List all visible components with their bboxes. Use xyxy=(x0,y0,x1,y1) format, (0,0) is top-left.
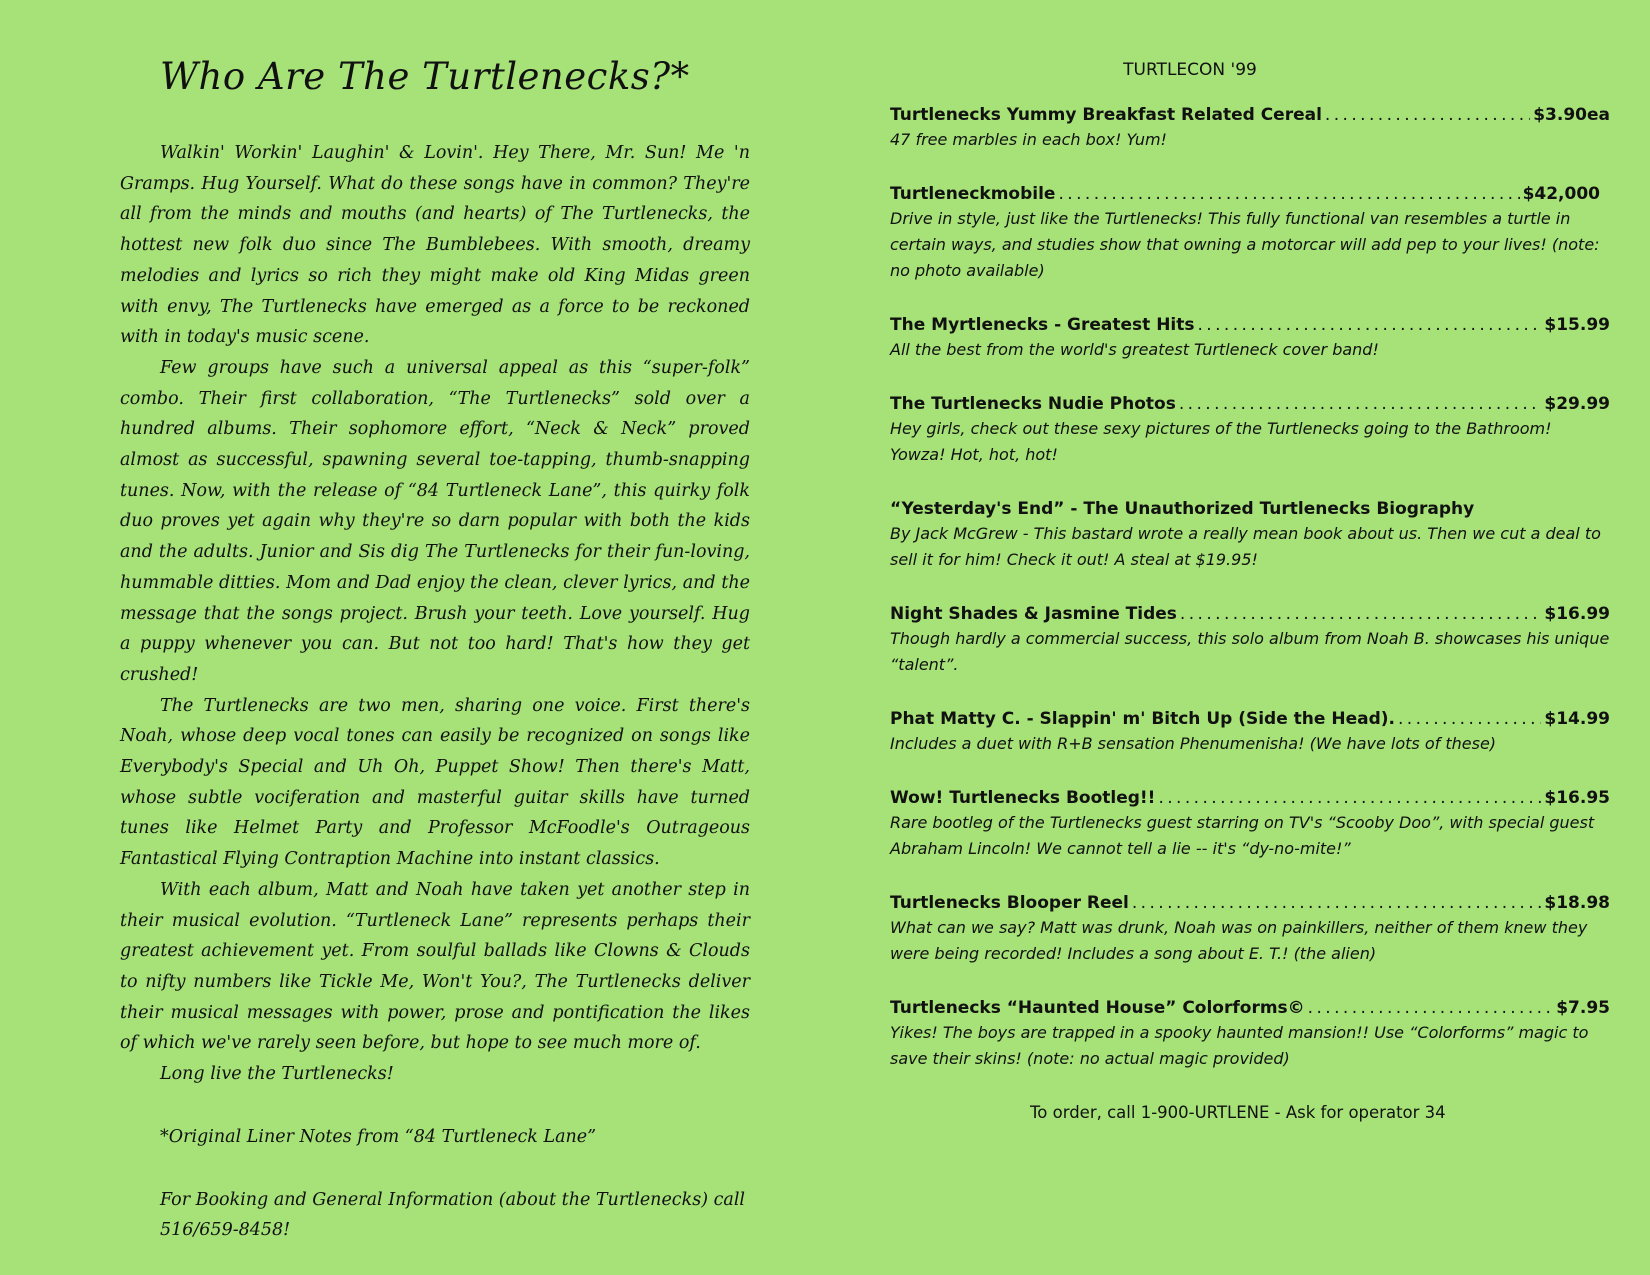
merch-item-price: $14.99 xyxy=(1544,709,1610,729)
merch-item-line xyxy=(890,105,1610,125)
liner-paragraph-3: The Turtlenecks are two men, sharing one voice. First there's Noah, whose deep vocal tones can easily be recognized on songs like Everybody's Special and Uh Oh, Puppet Show! Then there's Matt, whose subtle vociferation and masterful guitar skills have turned tunes like Helmet Party and Professor McFoodle's Outrageous Fantastical Flying Contraption Machine into instant classics. xyxy=(120,695,750,870)
merch-item-name: Turtlenecks Yummy Breakfast Related Cereal xyxy=(890,105,1322,125)
merch-item-desc: Yikes! The boys are trapped in a spooky haunted mansion!! Use “Colorforms” magic to save their skins! (note: no actual magic provided) xyxy=(890,1023,1589,1068)
merch-item-price: $16.95 xyxy=(1544,788,1610,808)
merch-item-name: The Turtlenecks Nudie Photos xyxy=(890,394,1176,414)
merch-item-line xyxy=(890,184,1600,204)
merch-item-name: Turtleneckmobile xyxy=(890,184,1056,204)
dot-leader xyxy=(1398,709,1541,729)
dot-leader xyxy=(1198,315,1542,335)
dot-leader xyxy=(1132,893,1542,913)
liner-paragraph-2: Few groups have such a universal appeal as this “super-folk” combo. Their first collaboration, “The Turtlenecks” sold over a hundred albums. Their sophomore effort, “Neck & Neck” proved almost as successful, spawning several toe-tapping, thumb-snapping tunes. Now, with the release of “84 Turtleneck Lane”, this quirky folk duo proves yet again why they're so darn popular with both the kids and the adults. Junior and Sis dig The Turtlenecks for their fun-loving, hummable ditties. Mom and Dad enjoy the clean, clever lyrics, and the message that the songs project. Brush your teeth. Love yourself. Hug a puppy whenever you can. But not too hard! That's how they get crushed! xyxy=(120,357,750,685)
merch-item xyxy=(890,709,1610,757)
merch-item-desc: Drive in style, just like the Turtlenecks! This fully functional van resembles a turtle in certain ways, and studies show that owning a motorcar will add pep to your lives! (note: no photo available) xyxy=(890,209,1600,280)
merch-item-name: Phat Matty C. - Slappin' m' Bitch Up (Side the Head). xyxy=(890,709,1395,729)
merch-item xyxy=(890,315,1610,363)
merch-item-desc: Includes a duet with R+B sensation Phenumenisha! (We have lots of these) xyxy=(890,734,1497,753)
merch-item-desc: Hey girls, check out these sexy pictures of the Turtlenecks going to the Bathroom! Yowza! Hot, hot, hot! xyxy=(890,419,1552,464)
merch-item-desc: 47 free marbles in each box! Yum! xyxy=(890,130,1167,149)
merch-item-name: Turtlenecks Blooper Reel xyxy=(890,893,1129,913)
liner-paragraph-4: With each album, Matt and Noah have taken yet another step in their musical evolution. “Turtleneck Lane” represents perhaps their greatest achievement yet. From soulful ballads like Clowns & Clouds to nifty numbers like Tickle Me, Won't You?, The Turtlenecks deliver their musical messages with power, prose and pontification the likes of which we've rarely seen before, but hope to see much more of. xyxy=(120,879,750,1054)
merch-item-line xyxy=(890,709,1610,729)
merch-header: TURTLECON '99 xyxy=(1123,60,1257,80)
merch-item xyxy=(890,893,1610,967)
merch-item xyxy=(890,499,1610,573)
merch-item-line xyxy=(890,499,1610,519)
merch-item-line xyxy=(890,394,1610,414)
long-live-line: Long live the Turtlenecks! xyxy=(160,1064,394,1085)
merch-item xyxy=(890,998,1610,1072)
merch-item xyxy=(890,105,1610,153)
dot-leader xyxy=(1308,998,1554,1018)
merch-item-desc: Rare bootleg of the Turtlenecks guest starring on TV's “Scooby Doo”, with special guest Abraham Lincoln! We cannot tell a lie -- it's “dy-no-mite!” xyxy=(890,813,1595,858)
merch-item xyxy=(890,604,1610,678)
merch-item-desc: By Jack McGrew - This bastard wrote a really mean book about us. Then we cut a deal to sell it for him! Check it out! A steal at $19.95! xyxy=(890,524,1601,569)
booking-info: For Booking and General Information (about the Turtlenecks) call 516/659-8458! xyxy=(160,1189,746,1241)
dot-leader xyxy=(1325,105,1530,125)
liner-paragraph-1: Walkin' Workin' Laughin' & Lovin'. Hey There, Mr. Sun! Me 'n Gramps. Hug Yourself. What do these songs have in common? They're all from the minds and mouths (and hearts) of The Turtlenecks, the hottest new folk duo since The Bumblebees. With smooth, dreamy melodies and lyrics so rich they might make old King Midas green with envy, The Turtlenecks have emerged as a force to be reckoned with in today's music scene. xyxy=(120,143,750,348)
merch-item xyxy=(890,394,1610,468)
liner-notes-title: Who Are The Turtlenecks?* xyxy=(160,55,690,98)
merch-item-line xyxy=(890,604,1610,624)
merch-item-desc: What can we say? Matt was drunk, Noah was on painkillers, neither of them knew they were being recorded! Includes a song about E. T.! (the alien) xyxy=(890,918,1588,963)
dot-leader xyxy=(1058,184,1519,204)
merch-item-price: $3.90ea xyxy=(1533,105,1610,125)
dot-leader xyxy=(1180,604,1541,624)
merch-item-name: Wow! Turtlenecks Bootleg!! xyxy=(890,788,1156,808)
merch-item-desc: Though hardly a commercial success, this solo album from Noah B. showcases his unique “talent”. xyxy=(890,629,1610,674)
merch-item-price: $42,000 xyxy=(1522,184,1600,204)
merch-item-line xyxy=(890,893,1610,913)
merch-item-price: $29.99 xyxy=(1544,394,1610,414)
footnote: *Original Liner Notes from “84 Turtleneck Lane” xyxy=(160,1126,597,1147)
merch-item-name: Turtlenecks “Haunted House” Colorforms© xyxy=(890,998,1305,1018)
merch-column xyxy=(890,60,1610,1122)
merch-item-desc: All the best from the world's greatest Turtleneck cover band! xyxy=(890,340,1379,359)
merch-item-price: $16.99 xyxy=(1544,604,1610,624)
merch-item-price: $15.99 xyxy=(1544,315,1610,335)
dot-leader xyxy=(1158,788,1541,808)
order-info: To order, call 1-900-URTLENE - Ask for operator 34 xyxy=(1030,1103,1446,1122)
dot-leader xyxy=(1179,394,1542,414)
merch-item-line xyxy=(890,998,1610,1018)
merch-item xyxy=(890,788,1610,862)
merch-item-name: Night Shades & Jasmine Tides xyxy=(890,604,1177,624)
merch-item-name: The Myrtlenecks - Greatest Hits xyxy=(890,315,1195,335)
merch-item-name: “Yesterday's End” - The Unauthorized Turtlenecks Biography xyxy=(890,499,1475,519)
merch-item xyxy=(890,184,1610,284)
merch-item-line xyxy=(890,788,1610,808)
merch-item-price: $18.98 xyxy=(1544,893,1610,913)
merch-item-line xyxy=(890,315,1610,335)
merch-item-price: $7.95 xyxy=(1556,998,1610,1018)
liner-notes-column xyxy=(120,55,750,1246)
